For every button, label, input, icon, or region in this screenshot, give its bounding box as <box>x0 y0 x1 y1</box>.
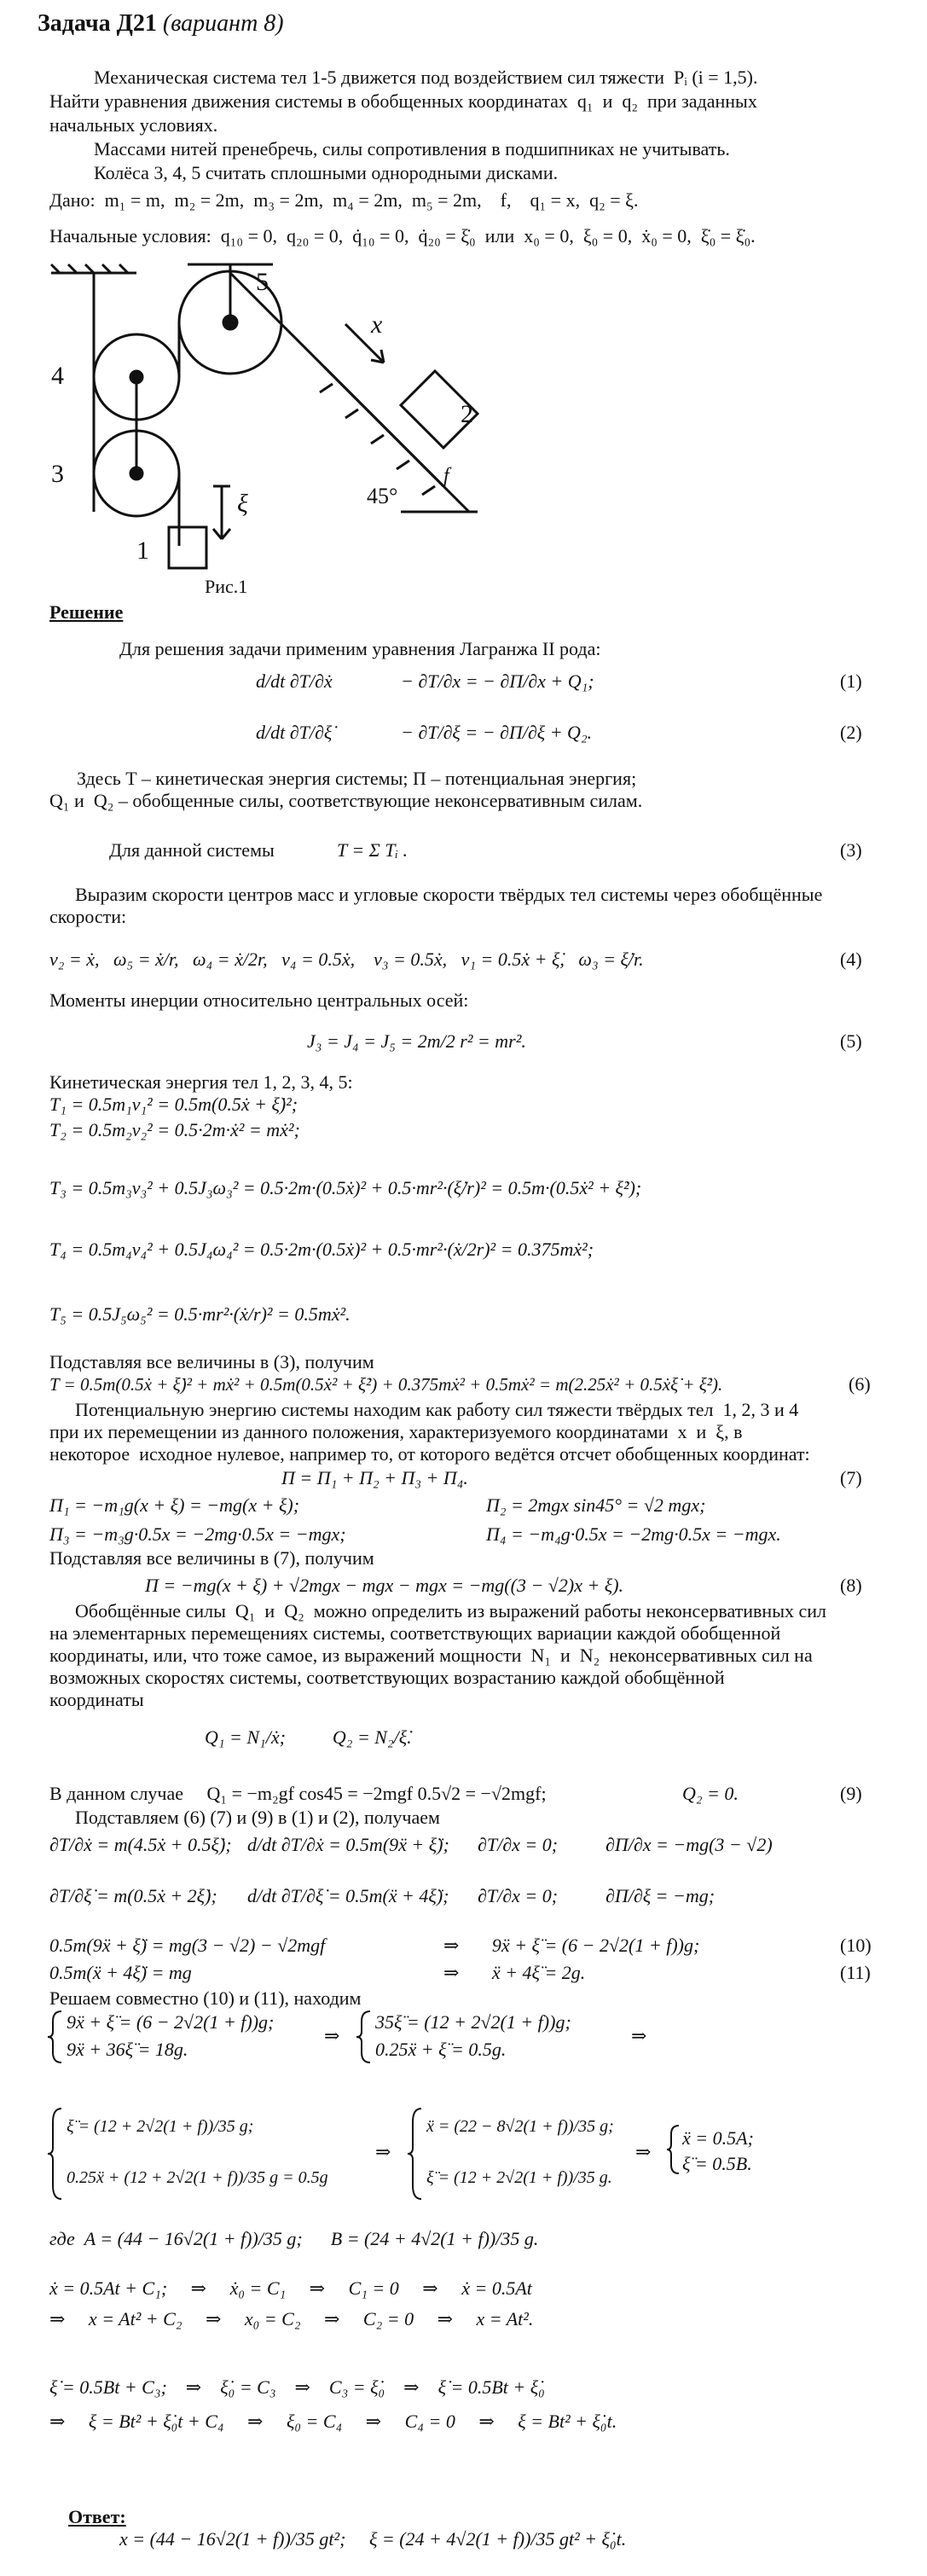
system-2b: 0.25ẍ + ξ̈ = 0.5g. <box>375 2039 507 2060</box>
label-f: f <box>443 465 449 487</box>
system-brace <box>48 2010 65 2064</box>
eq-11-right: ⇒ ẍ + 4ξ̈ = 2g. <box>443 1962 586 1983</box>
eq-10-left: 0.5m(9ẍ + ξ̈) = mg(3 − √2) − √2mgf <box>49 1935 326 1956</box>
lagrange-eq-1-head: d/dt ∂T/∂ẋ <box>256 670 333 692</box>
label-angle: 45° <box>367 484 398 508</box>
derivative-3: ∂T/∂x = 0; <box>478 1834 559 1855</box>
potential-P4: П₄ = −m₄g·0.5x = −2mg·0.5x = −mgx. <box>486 1523 781 1545</box>
system-2a: 35ξ̈ = (12 + 2√2(1 + f))g; <box>375 2011 571 2033</box>
answer-row <box>49 2484 626 2573</box>
substitution-line: Подставляя все величины в (3), получим <box>49 1351 374 1372</box>
solution-heading: Решение <box>49 601 124 623</box>
eq-number: (1) <box>840 670 862 692</box>
system-brace <box>48 2107 65 2201</box>
generalized-forces-line: на элементарных перемещениях системы, соответствующих вариации каждой обобщенной <box>49 1622 781 1644</box>
page-title <box>38 10 284 38</box>
integration-2: ⇒ x = At² + C₂ ⇒ x₀ = C₂ ⇒ C₂ = 0 ⇒ x = At². <box>49 2308 534 2329</box>
eq-number: (7) <box>840 1467 862 1488</box>
potential-line: некоторое исходное нулевое, например то, от которого ведётся отсчет обобщенных координат: <box>49 1443 810 1465</box>
derivative-8: ∂П/∂ξ = −mg; <box>605 1885 716 1906</box>
eq-8: П = −mg(x + ξ) + √2mgx − mgx − mgx = −mg((3 − √2)x + ξ). <box>145 1575 624 1596</box>
inertia-heading: Моменты инерции относительно центральных осей: <box>49 989 469 1011</box>
eq-11-left: 0.5m(ẍ + 4ξ̈) = mg <box>49 1962 192 1983</box>
answer-label: Ответ: <box>68 2506 126 2527</box>
eq-number: (5) <box>840 1030 862 1052</box>
generalized-forces-line: координаты <box>49 1689 144 1710</box>
potential-line: Потенциальную энергию системы находим как работу сил тяжести твёрдых тел 1, 2, 3 и 4 <box>75 1399 799 1420</box>
eq-number: (10) <box>840 1935 872 1956</box>
eq-number: (4) <box>840 949 862 970</box>
lagrange-eq-2-head: d/dt ∂T/∂ξ̇ <box>256 722 333 743</box>
system-3b: 0.25ẍ + (12 + 2√2(1 + f))/35 g = 0.5g <box>67 2168 328 2187</box>
generalized-forces-line: возможных скоростях системы, соответствующих возрастанию каждой обобщённой <box>49 1667 725 1688</box>
kinetic-T2: T₂ = 0.5m₂v₂² = 0.5·2m·ẋ² = mẋ²; <box>49 1119 300 1140</box>
explanation-line: Q₁ и Q₂ – обобщенные силы, соответствующие неконсервативным силам. <box>49 790 643 811</box>
generalized-forces-line: координаты, или, что тоже самое, из выражений мощности N₁ и N₂ неконсервативных сил на <box>49 1645 813 1666</box>
initial-conditions: Начальные условия: q₁₀ = 0, q₂₀ = 0, q̇₁₀ = 0, q̇₂₀ = ξ̇₀ или x₀ = 0, ξ₀ = 0, ẋ₀ = 0, ξ̇₀ = ξ̇₀. <box>49 225 756 247</box>
eq-number: (2) <box>840 722 862 743</box>
incline-hatch <box>345 409 358 418</box>
problem-line: Найти уравнения движения системы в обобщенных координатах q₁ и q₂ при заданных <box>49 90 757 112</box>
derivative-1: ∂T/∂ẋ = m(4.5ẋ + 0.5ξ̇); <box>49 1834 232 1855</box>
kinetic-heading: Кинетическая энергия тел 1, 2, 3, 4, 5: <box>49 1071 353 1093</box>
derivative-6: d/dt ∂T/∂ξ̇ = 0.5m(ẍ + 4ξ̈); <box>247 1885 449 1906</box>
generalized-forces-def: Q₁ = N₁/ẋ; Q₂ = N₂/ξ̇. <box>205 1726 412 1748</box>
eq-4: v₂ = ẋ, ω₅ = ẋ/r, ω₄ = ẋ/2r, v₄ = 0.5ẋ, v₃ = 0.5ẋ, v₁ = 0.5ẋ + ξ̇, ω₃ = ξ̇/r. <box>49 949 644 970</box>
label-1: 1 <box>136 537 149 565</box>
velocity-intro: скорости: <box>49 906 127 927</box>
eq-10-right: ⇒ 9ẍ + ξ̈ = (6 − 2√2(1 + f))g; <box>443 1935 700 1956</box>
label-3: 3 <box>51 460 64 488</box>
title-main: Задача Д21 <box>38 10 157 37</box>
integration-3: ξ̇ = 0.5Bt + C₃; ⇒ ξ̇₀ = C₃ ⇒ C₃ = ξ̇₀ ⇒ ξ̇ = 0.5Bt + ξ̇₀ <box>49 2376 545 2398</box>
integration-1: ẋ = 0.5At + C₁; ⇒ ẋ₀ = C₁ ⇒ C₁ = 0 ⇒ ẋ = 0.5At <box>49 2277 532 2299</box>
kinetic-T3: T₃ = 0.5m₃v₃² + 0.5J₃ω₃² = 0.5·2m·(0.5ẋ)² + 0.5·mr²·(ξ̇/r)² = 0.5m·(0.5ẋ² + ξ̇²); <box>49 1177 642 1198</box>
substitution-line: Подставляя все величины в (7), получим <box>49 1547 374 1569</box>
eq-5: J₃ = J₄ = J₅ = 2m/2 r² = mr². <box>307 1030 526 1052</box>
problem-line: Механическая система тел 1-5 движется под воздействием сил тяжести Pᵢ (i = 1,5). <box>94 67 758 88</box>
label-2: 2 <box>461 400 473 428</box>
system-brace <box>667 2124 681 2175</box>
label-xi: ξ <box>237 490 248 518</box>
derivative-5: ∂T/∂ξ̇ = m(0.5ẋ + 2ξ̇); <box>49 1885 217 1906</box>
eq-number: (8) <box>840 1575 862 1596</box>
eq-3: T = Σ Tᵢ . <box>337 839 408 861</box>
implies-arrow: ⇒ <box>324 2025 340 2046</box>
eq-7: П = П₁ + П₂ + П₃ + П₄. <box>281 1467 468 1488</box>
label-5: 5 <box>256 268 269 296</box>
system-4a: ẍ = (22 − 8√2(1 + f))/35 g; <box>426 2117 614 2136</box>
potential-P2: П₂ = 2mgx sin45° = √2 mgx; <box>486 1494 706 1516</box>
potential-line: при их перемещении из данного положения, характеризуемого координатами x и ξ, в <box>49 1421 743 1442</box>
incline-hatch <box>371 435 384 444</box>
joint-solve-line: Решаем совместно (10) и (11), находим <box>49 1987 362 2009</box>
incline-hatch <box>320 384 333 392</box>
figure-caption: Рис.1 <box>205 576 248 597</box>
case-line: В данном случае Q₁ = −m₂gf cos45 = −2mgf 0.5√2 = −√2mgf; <box>49 1783 547 1804</box>
system-1b: 9ẍ + 36ξ̈ = 18g. <box>67 2039 188 2060</box>
implies-arrow: ⇒ <box>375 2141 391 2162</box>
given-line: Дано: m₁ = m, m₂ = 2m, m₃ = 2m, m₄ = 2m, m₅ = 2m, f, q₁ = x, q₂ = ξ. <box>49 189 639 211</box>
lagrange-eq-2: − ∂T/∂ξ = − ∂П/∂ξ + Q₂. <box>401 722 593 743</box>
eq-number: (9) <box>840 1783 862 1804</box>
solution-intro: Для решения задачи применим уравнения Лагранжа II рода: <box>119 638 601 659</box>
body-1 <box>169 527 206 568</box>
label-4: 4 <box>51 362 64 390</box>
title-variant: (вариант 8) <box>162 10 284 37</box>
problem-line: начальных условиях. <box>49 114 218 136</box>
eq-number: (3) <box>840 839 862 861</box>
integration-4: ⇒ ξ = Bt² + ξ̇₀t + C₄ ⇒ ξ₀ = C₄ ⇒ C₄ = 0 ⇒ ξ = Bt² + ξ̇₀t. <box>49 2411 617 2432</box>
lagrange-eq-1: − ∂T/∂x = − ∂П/∂x + Q₁; <box>401 670 594 692</box>
eq-number: (6) <box>849 1373 871 1395</box>
kinetic-T1: T₁ = 0.5m₁v₁² = 0.5m(0.5ẋ + ξ̇)²; <box>49 1094 298 1115</box>
mechanism-figure <box>43 256 486 580</box>
problem-line: Колёса 3, 4, 5 считать сплошными однородными дисками. <box>94 162 559 183</box>
incline-hatch <box>422 486 435 495</box>
system-brace <box>356 2010 374 2064</box>
eq-6: T = 0.5m(0.5ẋ + ξ̇)² + mẋ² + 0.5m(0.5ẋ² + ξ̇²) + 0.375mẋ² + 0.5mẋ² = m(2.25ẋ² + 0.5ẋξ̇ + ξ̇²). <box>49 1374 723 1395</box>
problem-line: Массами нитей пренебречь, силы сопротивления в подшипниках не учитывать. <box>94 138 730 160</box>
answer-text: x = (44 − 16√2(1 + f))/35 gt²; ξ = (24 + 4√2(1 + f))/35 gt² + ξ̇₀t. <box>119 2528 627 2550</box>
explanation-line: Здесь T – кинетическая энергия системы; П – потенциальная энергия; <box>77 768 637 789</box>
case-Q2: Q₂ = 0. <box>682 1783 739 1804</box>
kinetic-T5: T₅ = 0.5J₅ω₅² = 0.5·mr²·(ẋ/r)² = 0.5mẋ². <box>49 1303 351 1325</box>
implies-arrow: ⇒ <box>635 2141 652 2162</box>
system-4b: ξ̈ = (12 + 2√2(1 + f))/35 g. <box>426 2168 612 2187</box>
potential-P1: П₁ = −m₁g(x + ξ) = −mg(x + ξ); <box>49 1494 300 1516</box>
generalized-forces-line: Обобщённые силы Q₁ и Q₂ можно определить из выражений работы неконсервативных сил <box>75 1600 826 1622</box>
system-brace <box>408 2107 425 2201</box>
incline-hatch <box>397 461 409 469</box>
velocity-intro: Выразим скорости центров масс и угловые скорости твёрдых тел системы через обобщённые <box>75 884 823 905</box>
system-5a: ẍ = 0.5A; <box>682 2127 754 2149</box>
kinetic-T4: T₄ = 0.5m₄v₄² + 0.5J₄ω₄² = 0.5·2m·(0.5ẋ)² + 0.5·mr²·(ẋ/2r)² = 0.375mẋ²; <box>49 1239 594 1260</box>
for-system-label: Для данной системы <box>109 839 275 861</box>
derivative-4: ∂П/∂x = −mg(3 − √2) <box>605 1834 773 1855</box>
potential-P3: П₃ = −m₃g·0.5x = −2mg·0.5x = −mgx; <box>49 1523 346 1545</box>
substitution-line: Подставляем (6) (7) и (9) в (1) и (2), получаем <box>75 1807 440 1828</box>
eq-number: (11) <box>840 1962 871 1983</box>
derivative-2: d/dt ∂T/∂ẋ = 0.5m(9ẍ + ξ̈); <box>247 1834 449 1855</box>
label-x: x <box>371 310 383 339</box>
constants-AB: где A = (44 − 16√2(1 + f))/35 g; B = (24 + 4√2(1 + f))/35 g. <box>49 2228 539 2249</box>
implies-arrow: ⇒ <box>631 2025 647 2046</box>
system-3a: ξ̈ = (12 + 2√2(1 + f))/35 g; <box>67 2117 254 2136</box>
system-5b: ξ̈ = 0.5B. <box>682 2153 752 2174</box>
derivative-7: ∂T/∂x = 0; <box>478 1885 559 1906</box>
wheel-5-axle <box>223 316 237 329</box>
system-1a: 9ẍ + ξ̈ = (6 − 2√2(1 + f))g; <box>67 2011 275 2033</box>
